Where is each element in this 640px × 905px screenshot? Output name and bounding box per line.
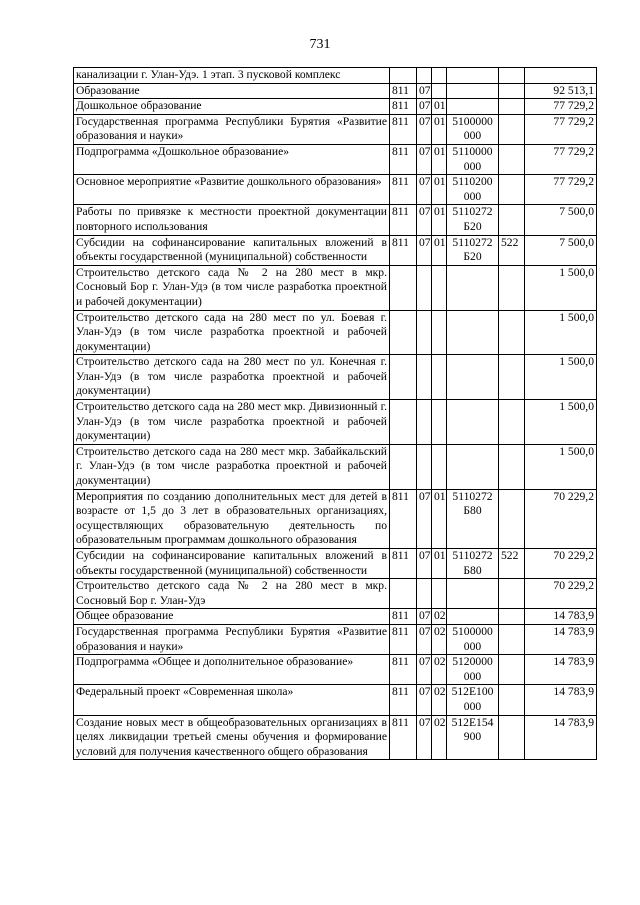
amount-cell: 1 500,0	[525, 310, 597, 355]
grbs-cell: 811	[390, 99, 417, 115]
section-cell: 07	[417, 144, 432, 174]
section-cell: 07	[417, 685, 432, 715]
section-cell	[417, 355, 432, 400]
amount-cell	[525, 68, 597, 84]
name-cell: Строительство детского сада на 280 мест по ул. Конечная г. Улан-Удэ (в том числе разработка проектной и рабочей документации)	[74, 355, 390, 400]
section-cell: 07	[417, 114, 432, 144]
subsection-cell: 01	[432, 99, 447, 115]
table-row	[74, 310, 597, 355]
expense-type-cell	[499, 99, 525, 115]
subsection-cell: 02	[432, 609, 447, 625]
page-number: 731	[309, 37, 331, 52]
amount-cell: 1 500,0	[525, 355, 597, 400]
table-row	[74, 655, 597, 685]
name-cell: Строительство детского сада на 280 мест по ул. Боевая г. Улан-Удэ (в том числе разработка проектной и рабочей документации)	[74, 310, 390, 355]
table-row	[74, 549, 597, 579]
amount-cell: 7 500,0	[525, 235, 597, 265]
table-row	[74, 235, 597, 265]
grbs-cell: 811	[390, 175, 417, 205]
expense-type-cell	[499, 205, 525, 235]
subsection-cell	[432, 579, 447, 609]
table-row	[74, 685, 597, 715]
name-cell: Государственная программа Республики Бурятия «Развитие образования и науки»	[74, 114, 390, 144]
target-article-cell	[447, 99, 499, 115]
grbs-cell: 811	[390, 83, 417, 99]
name-cell: Федеральный проект «Современная школа»	[74, 685, 390, 715]
target-article-cell	[447, 265, 499, 310]
expense-type-cell	[499, 83, 525, 99]
section-cell	[417, 400, 432, 445]
amount-cell: 70 229,2	[525, 579, 597, 609]
name-cell: Дошкольное образование	[74, 99, 390, 115]
expense-type-cell	[499, 175, 525, 205]
name-cell: Строительство детского сада на 280 мест мкр. Забайкальский г. Улан-Удэ (в том числе разработка проектной и рабочей документации)	[74, 444, 390, 489]
expense-type-cell	[499, 624, 525, 654]
amount-cell: 14 783,9	[525, 685, 597, 715]
target-article-cell: 5110272 Б80	[447, 489, 499, 548]
amount-cell: 1 500,0	[525, 265, 597, 310]
target-article-cell: 512E154 900	[447, 715, 499, 760]
expense-type-cell	[499, 114, 525, 144]
section-cell: 07	[417, 205, 432, 235]
name-cell: Образование	[74, 83, 390, 99]
grbs-cell: 811	[390, 549, 417, 579]
target-article-cell	[447, 68, 499, 84]
table-row	[74, 99, 597, 115]
amount-cell: 77 729,2	[525, 99, 597, 115]
subsection-cell	[432, 310, 447, 355]
expense-type-cell	[499, 355, 525, 400]
table-row	[74, 265, 597, 310]
table-row	[74, 144, 597, 174]
expense-type-cell	[499, 579, 525, 609]
amount-cell: 1 500,0	[525, 444, 597, 489]
section-cell: 07	[417, 549, 432, 579]
grbs-cell: 811	[390, 114, 417, 144]
name-cell: Строительство детского сада на 280 мест мкр. Дивизионный г. Улан-Удэ (в том числе разработка проектной и рабочей документации)	[74, 400, 390, 445]
target-article-cell: 5100000 000	[447, 624, 499, 654]
budget-table	[73, 67, 597, 760]
subsection-cell	[432, 68, 447, 84]
subsection-cell: 02	[432, 655, 447, 685]
table-row	[74, 175, 597, 205]
name-cell: Государственная программа Республики Бурятия «Развитие образования и науки»	[74, 624, 390, 654]
grbs-cell	[390, 310, 417, 355]
grbs-cell: 811	[390, 624, 417, 654]
name-cell: Создание новых мест в общеобразовательных организациях в целях ликвидации третьей смены обучения и формирование условий для получения качественного общего образования	[74, 715, 390, 760]
table-row	[74, 715, 597, 760]
grbs-cell	[390, 355, 417, 400]
amount-cell: 70 229,2	[525, 489, 597, 548]
amount-cell: 14 783,9	[525, 609, 597, 625]
amount-cell: 70 229,2	[525, 549, 597, 579]
expense-type-cell: 522	[499, 549, 525, 579]
grbs-cell: 811	[390, 609, 417, 625]
section-cell	[417, 310, 432, 355]
target-article-cell	[447, 609, 499, 625]
expense-type-cell: 522	[499, 235, 525, 265]
table-row	[74, 489, 597, 548]
amount-cell: 14 783,9	[525, 655, 597, 685]
subsection-cell	[432, 444, 447, 489]
section-cell	[417, 579, 432, 609]
name-cell: Мероприятия по созданию дополнительных мест для детей в возрасте от 1,5 до 3 лет в образовательных организациях, осуществляющих образовательную деятельность по образовательным программам дошкольного образования	[74, 489, 390, 548]
subsection-cell: 01	[432, 144, 447, 174]
subsection-cell: 01	[432, 235, 447, 265]
table-row	[74, 579, 597, 609]
subsection-cell: 02	[432, 624, 447, 654]
section-cell	[417, 444, 432, 489]
target-article-cell: 512E100 000	[447, 685, 499, 715]
target-article-cell: 5120000 000	[447, 655, 499, 685]
subsection-cell	[432, 355, 447, 400]
name-cell: Основное мероприятие «Развитие дошкольного образования»	[74, 175, 390, 205]
grbs-cell	[390, 265, 417, 310]
subsection-cell: 01	[432, 489, 447, 548]
subsection-cell: 01	[432, 175, 447, 205]
table-row	[74, 114, 597, 144]
subsection-cell	[432, 83, 447, 99]
grbs-cell	[390, 579, 417, 609]
target-article-cell	[447, 83, 499, 99]
table-row	[74, 83, 597, 99]
section-cell	[417, 265, 432, 310]
section-cell: 07	[417, 235, 432, 265]
amount-cell: 14 783,9	[525, 624, 597, 654]
section-cell: 07	[417, 609, 432, 625]
section-cell: 07	[417, 489, 432, 548]
section-cell: 07	[417, 624, 432, 654]
target-article-cell	[447, 355, 499, 400]
subsection-cell: 01	[432, 205, 447, 235]
table-row	[74, 400, 597, 445]
section-cell: 07	[417, 175, 432, 205]
target-article-cell: 5110000 000	[447, 144, 499, 174]
section-cell: 07	[417, 83, 432, 99]
target-article-cell: 5110200 000	[447, 175, 499, 205]
grbs-cell: 811	[390, 685, 417, 715]
section-cell: 07	[417, 655, 432, 685]
name-cell: Подпрограмма «Общее и дополнительное образование»	[74, 655, 390, 685]
target-article-cell: 5110272 Б20	[447, 235, 499, 265]
target-article-cell	[447, 579, 499, 609]
expense-type-cell	[499, 400, 525, 445]
expense-type-cell	[499, 609, 525, 625]
amount-cell: 77 729,2	[525, 175, 597, 205]
grbs-cell: 811	[390, 205, 417, 235]
name-cell: Строительство детского сада № 2 на 280 мест в мкр. Сосновый Бор г. Улан-Удэ	[74, 579, 390, 609]
table-row	[74, 624, 597, 654]
expense-type-cell	[499, 310, 525, 355]
grbs-cell: 811	[390, 715, 417, 760]
grbs-cell: 811	[390, 489, 417, 548]
section-cell: 07	[417, 715, 432, 760]
name-cell: Строительство детского сада № 2 на 280 мест в мкр. Сосновый Бор г. Улан-Удэ (в том числе разработка проектной и рабочей документации)	[74, 265, 390, 310]
grbs-cell: 811	[390, 235, 417, 265]
expense-type-cell	[499, 685, 525, 715]
table-row	[74, 355, 597, 400]
name-cell: Субсидии на софинансирование капитальных вложений в объекты государственной (муниципальной) собственности	[74, 549, 390, 579]
grbs-cell: 811	[390, 655, 417, 685]
subsection-cell: 01	[432, 549, 447, 579]
budget-table-body	[74, 68, 597, 760]
expense-type-cell	[499, 655, 525, 685]
name-cell: Работы по привязке к местности проектной документации повторного использования	[74, 205, 390, 235]
section-cell	[417, 68, 432, 84]
name-cell: Общее образование	[74, 609, 390, 625]
amount-cell: 77 729,2	[525, 114, 597, 144]
table-row	[74, 205, 597, 235]
name-cell: канализации г. Улан-Удэ. 1 этап. 3 пусковой комплекс	[74, 68, 390, 84]
table-row	[74, 444, 597, 489]
target-article-cell	[447, 444, 499, 489]
amount-cell: 1 500,0	[525, 400, 597, 445]
target-article-cell: 5100000 000	[447, 114, 499, 144]
amount-cell: 92 513,1	[525, 83, 597, 99]
subsection-cell	[432, 400, 447, 445]
grbs-cell	[390, 444, 417, 489]
name-cell: Субсидии на софинансирование капитальных вложений в объекты государственной (муниципальной) собственности	[74, 235, 390, 265]
target-article-cell: 5110272 Б80	[447, 549, 499, 579]
grbs-cell	[390, 400, 417, 445]
expense-type-cell	[499, 144, 525, 174]
grbs-cell: 811	[390, 144, 417, 174]
subsection-cell: 02	[432, 685, 447, 715]
section-cell: 07	[417, 99, 432, 115]
expense-type-cell	[499, 444, 525, 489]
amount-cell: 14 783,9	[525, 715, 597, 760]
expense-type-cell	[499, 265, 525, 310]
expense-type-cell	[499, 489, 525, 548]
target-article-cell	[447, 400, 499, 445]
amount-cell: 7 500,0	[525, 205, 597, 235]
table-row	[74, 68, 597, 84]
expense-type-cell	[499, 68, 525, 84]
target-article-cell: 5110272 Б20	[447, 205, 499, 235]
subsection-cell: 01	[432, 114, 447, 144]
name-cell: Подпрограмма «Дошкольное образование»	[74, 144, 390, 174]
grbs-cell	[390, 68, 417, 84]
subsection-cell: 02	[432, 715, 447, 760]
amount-cell: 77 729,2	[525, 144, 597, 174]
subsection-cell	[432, 265, 447, 310]
target-article-cell	[447, 310, 499, 355]
expense-type-cell	[499, 715, 525, 760]
table-row	[74, 609, 597, 625]
